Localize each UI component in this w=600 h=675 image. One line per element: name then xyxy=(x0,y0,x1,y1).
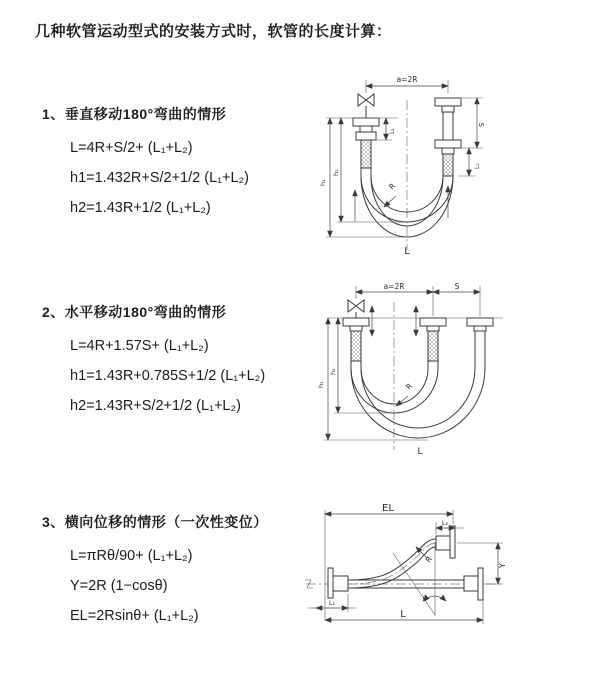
braided-hose xyxy=(351,331,361,361)
formula-line: Y=2R (1−cosθ) xyxy=(70,578,168,594)
section-3-formulas xyxy=(70,541,312,631)
right-fitting xyxy=(467,318,493,368)
page-title: 几种软管运动型式的安装方式时，软管的长度计算： xyxy=(35,23,392,40)
dim-label-s: S xyxy=(478,122,486,127)
diagram-vertical-180-bend xyxy=(308,70,598,262)
dim-label-a2r: a=2R xyxy=(383,282,405,291)
formula-line: h1=1.432R+S/2+1/2 (L₁+L₂) xyxy=(70,170,250,186)
valve-icon xyxy=(348,300,364,312)
braided-hose xyxy=(443,154,453,176)
section-3 xyxy=(42,512,312,631)
dim-label-l2: L₂ xyxy=(474,163,481,169)
dim-label-r: R xyxy=(423,554,434,565)
valve-icon xyxy=(358,94,374,106)
hose-s-curve xyxy=(348,539,436,588)
dim-label-h1: h₁ xyxy=(317,381,325,388)
angle-arc xyxy=(435,596,446,601)
braided-hose xyxy=(428,331,438,361)
section-2-heading: 2、水平移动180°弯曲的情形 xyxy=(42,304,227,320)
dim-label-l-total: L xyxy=(400,609,406,620)
left-flange xyxy=(328,568,348,598)
diagram-horizontal-180-bend xyxy=(308,278,598,460)
formula-line: L=4R+1.57S+ (L₁+L₂) xyxy=(70,338,209,354)
dim-label-r: R xyxy=(404,381,415,392)
right-fitting xyxy=(435,98,461,176)
dim-label-theta: θ xyxy=(422,595,428,603)
left-fitting xyxy=(353,118,379,176)
section-2 xyxy=(42,302,312,421)
dim-label-l2: L₂ xyxy=(441,519,449,527)
dim-label-l1: L₁ xyxy=(389,128,396,134)
formula-line: h1=1.43R+0.785S+1/2 (L₁+L₂) xyxy=(70,368,266,384)
section-1-heading: 1、垂直移动180°弯曲的情形 xyxy=(42,106,227,122)
dim-label-a2r: a=2R xyxy=(396,75,418,84)
formula-line: L=πRθ/90+ (L₁+L₂) xyxy=(70,548,193,564)
dim-label-y: Y xyxy=(498,563,507,568)
formula-line: h2=1.43R+S/2+1/2 (L₁+L₂) xyxy=(70,398,241,414)
right-flange xyxy=(464,568,483,600)
dim-label-h2: h₂ xyxy=(332,169,340,176)
dim-label-s: S xyxy=(454,282,460,291)
hose-u-bend xyxy=(351,368,485,438)
dim-label-h2: h₂ xyxy=(329,368,337,375)
section-2-formulas xyxy=(70,331,312,421)
dim-label-h1: h₁ xyxy=(319,179,327,186)
braided-hose xyxy=(361,140,371,168)
dim-label-l-total: L xyxy=(404,246,410,257)
formula-line: h2=1.43R+1/2 (L₁+L₂) xyxy=(70,200,211,216)
diagram-lateral-displacement xyxy=(298,498,598,650)
formula-line: L=4R+S/2+ (L₁+L₂) xyxy=(70,140,193,156)
dim-label-l1: L₁ xyxy=(328,599,336,607)
section-1 xyxy=(42,104,312,223)
section-1-formulas xyxy=(70,133,312,223)
section-3-heading: 3、横向位移的情形（一次性变位） xyxy=(42,514,268,530)
dim-label-el: EL xyxy=(382,503,394,514)
left-fitting xyxy=(343,318,369,368)
formula-line: EL=2Rsinθ+ (L₁+L₂) xyxy=(70,608,199,624)
middle-fitting xyxy=(420,318,446,368)
dim-label-l-total: L xyxy=(417,447,423,457)
dim-label-r: R xyxy=(387,181,398,192)
upper-flange xyxy=(436,526,455,558)
